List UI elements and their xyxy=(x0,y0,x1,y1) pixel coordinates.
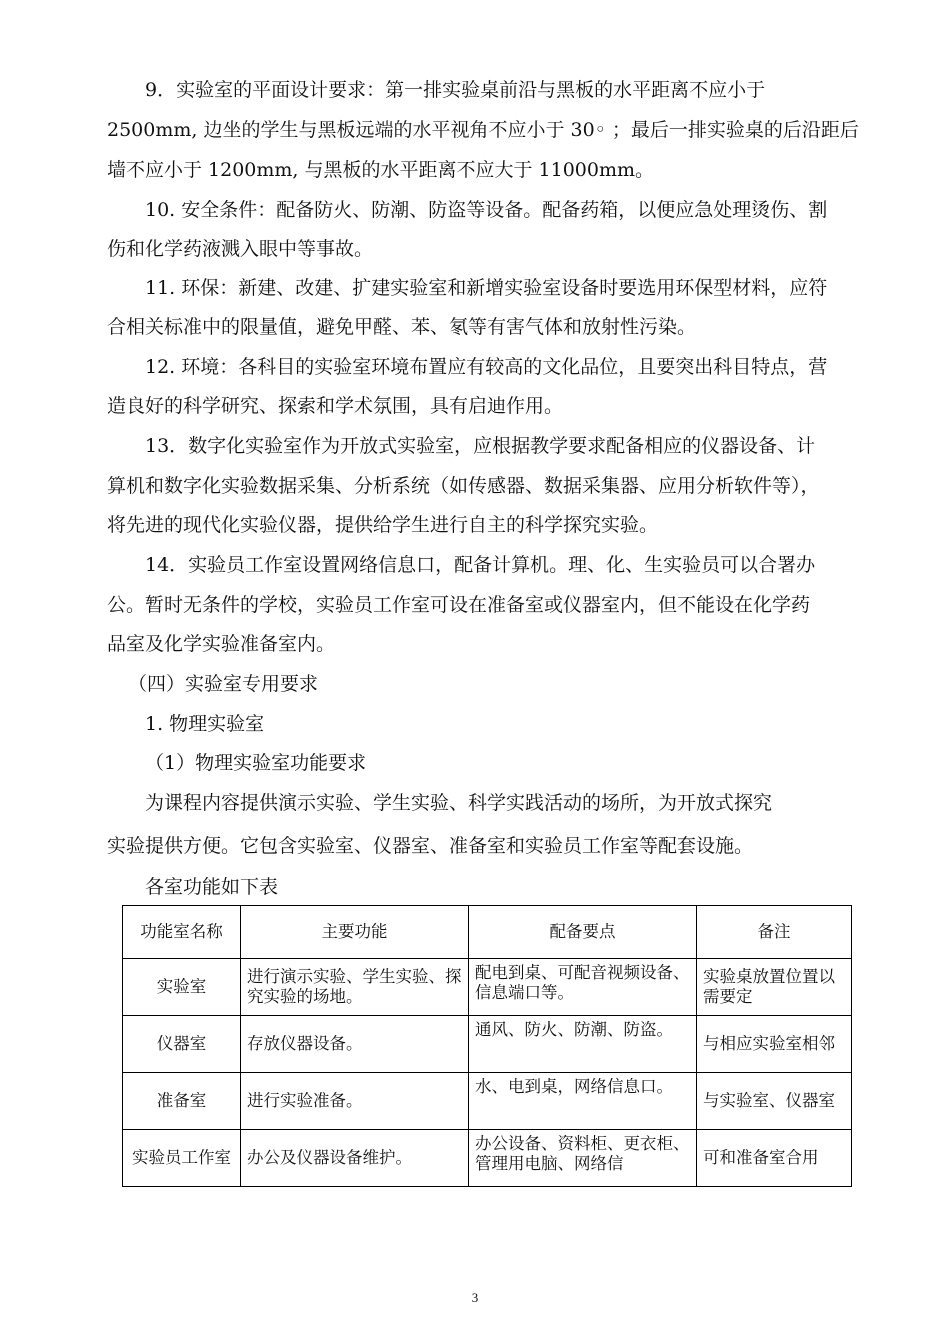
header-equipment: 配备要点 xyxy=(469,906,697,959)
table-row xyxy=(123,1073,852,1130)
cell-text: 通风、防火、防潮、防盗。 xyxy=(475,1020,673,1039)
cell-text: 与相应实验室相邻 xyxy=(703,1034,835,1053)
cell-note xyxy=(697,1130,852,1187)
paragraph-10-line-1: 10. 安全条件：配备防火、防潮、防盗等设备。配备药箱，以便应急处理烫伤、割 xyxy=(145,199,828,221)
table-header-row xyxy=(123,906,852,959)
cell-text: 实验桌放置位置以需要定 xyxy=(703,967,835,1006)
paragraph-11-line-1: 11. 环保：新建、改建、扩建实验室和新增实验室设备时要选用环保型材料，应符 xyxy=(145,277,828,299)
cell-text: 办公设备、资料柜、更衣柜、管理用电脑、网络信 xyxy=(475,1134,690,1173)
cell-text: 进行实验准备。 xyxy=(247,1091,363,1110)
table-caption: 各室功能如下表 xyxy=(145,876,279,898)
function-room-table xyxy=(122,905,852,1187)
paragraph-9-line-1: 9．实验室的平面设计要求：第一排实验桌前沿与黑板的水平距离不应小于 xyxy=(145,79,766,101)
paragraph-14-line-2: 公。暂时无条件的学校，实验员工作室可设在准备室或仪器室内，但不能设在化学药 xyxy=(107,594,811,616)
cell-main-function xyxy=(241,959,469,1016)
cell-note xyxy=(697,1016,852,1073)
cell-text: 进行演示实验、学生实验、探究实验的场地。 xyxy=(247,967,462,1006)
header-room-name: 功能室名称 xyxy=(123,906,241,959)
cell-room-name: 实验室 xyxy=(123,959,241,1016)
paragraph-10-line-2: 伤和化学药液溅入眼中等事故。 xyxy=(107,238,374,260)
header-note: 备注 xyxy=(697,906,852,959)
page-number: 3 xyxy=(471,1290,479,1305)
cell-equipment xyxy=(469,1130,697,1187)
paragraph-14-line-1: 14．实验员工作室设置网络信息口，配备计算机。理、化、生实验员可以合署办 xyxy=(145,554,816,576)
cell-note xyxy=(697,959,852,1016)
cell-equipment xyxy=(469,1016,697,1073)
cell-equipment xyxy=(469,959,697,1016)
body-line-1: 为课程内容提供演示实验、学生实验、科学实践活动的场所，为开放式探究 xyxy=(145,792,773,814)
table-row xyxy=(123,1016,852,1073)
subsection-heading: 1. 物理实验室 xyxy=(145,713,265,735)
paragraph-12-line-2: 造良好的科学研究、探索和学术氛围，具有启迪作用。 xyxy=(107,395,564,417)
paragraph-12-line-1: 12. 环境：各科目的实验室环境布置应有较高的文化品位，且要突出科目特点，营 xyxy=(145,356,828,378)
cell-equipment xyxy=(469,1073,697,1130)
cell-note xyxy=(697,1073,852,1130)
table-row xyxy=(123,1130,852,1187)
cell-room-name: 准备室 xyxy=(123,1073,241,1130)
paragraph-9-line-3: 墙不应小于 1200mm, 与黑板的水平距离不应大于 11000mm。 xyxy=(107,159,655,181)
header-main-function: 主要功能 xyxy=(241,906,469,959)
cell-text: 存放仪器设备。 xyxy=(247,1034,363,1053)
body-line-2: 实验提供方便。它包含实验室、仪器室、准备室和实验员工作室等配套设施。 xyxy=(107,835,754,857)
cell-main-function xyxy=(241,1073,469,1130)
paragraph-13-line-2: 算机和数字化实验数据采集、分析系统（如传感器、数据采集器、应用分析软件等）， xyxy=(107,475,820,497)
paragraph-13-line-1: 13．数字化实验室作为开放式实验室，应根据教学要求配备相应的仪器设备、计 xyxy=(145,435,816,457)
paragraph-13-line-3: 将先进的现代化实验仪器，提供给学生进行自主的科学探究实验。 xyxy=(107,514,659,536)
cell-room-name: 仪器室 xyxy=(123,1016,241,1073)
cell-text: 与实验室、仪器室 xyxy=(703,1091,835,1110)
cell-text: 办公及仪器设备维护。 xyxy=(247,1148,412,1167)
cell-text: 配电到桌、可配音视频设备、信息端口等。 xyxy=(475,963,690,1002)
subsubsection-heading: （1）物理实验室功能要求 xyxy=(145,752,367,774)
cell-text: 可和准备室合用 xyxy=(703,1148,819,1167)
cell-text: 水、电到桌，网络信息口。 xyxy=(475,1077,673,1096)
section-heading: （四）实验室专用要求 xyxy=(128,673,319,695)
table-row xyxy=(123,959,852,1016)
paragraph-11-line-2: 合相关标准中的限量值，避免甲醛、苯、氡等有害气体和放射性污染。 xyxy=(107,316,697,338)
cell-room-name: 实验员工作室 xyxy=(123,1130,241,1187)
paragraph-14-line-3: 品室及化学实验准备室内。 xyxy=(107,633,336,655)
cell-main-function xyxy=(241,1016,469,1073)
cell-main-function xyxy=(241,1130,469,1187)
paragraph-9-line-2: 2500mm, 边坐的学生与黑板远端的水平视角不应小于 30◦ ；最后一排实验桌的后沿距后 xyxy=(107,119,859,141)
